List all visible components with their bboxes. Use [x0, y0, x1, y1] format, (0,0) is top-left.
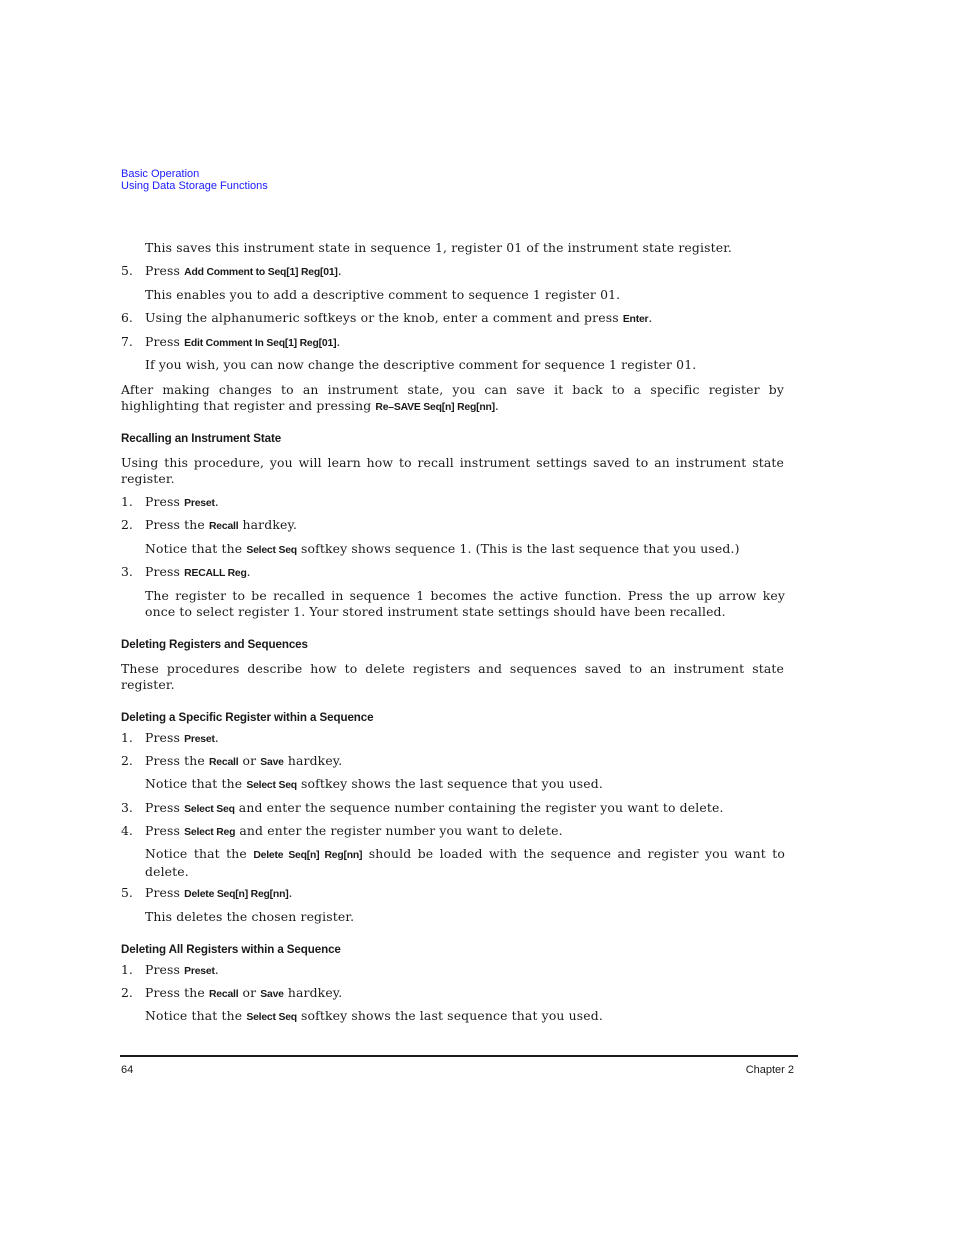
key-label: Save [260, 757, 284, 768]
step-text: Press Delete Seq[n] Reg[nn]. [145, 885, 293, 900]
softkey-label: Edit Comment In Seq[1] Reg[01] [184, 338, 337, 349]
note-text: Notice that the Select Seq softkey shows the last sequence that you used. [145, 1008, 603, 1023]
key-label: Save [260, 989, 284, 1000]
step-number: 5. [121, 885, 133, 900]
step-text: Using the alphanumeric softkeys or the knob, enter a comment and press Enter. [145, 310, 653, 325]
step-text: Press the Recall hardkey. [145, 517, 298, 532]
step-text: Press Preset. [145, 730, 219, 745]
softkey-label: Select Seq [246, 780, 297, 791]
step-text: Press Select Reg and enter the register number you want to delete. [145, 823, 563, 838]
running-header-section: Basic Operation [121, 168, 200, 180]
step-number: 1. [121, 730, 133, 745]
page-number: 64 [121, 1064, 134, 1076]
step-number: 7. [121, 334, 133, 349]
note-text: Notice that the Select Seq softkey shows sequence 1. (This is the last sequence that you used.) [145, 541, 740, 556]
step-number: 1. [121, 494, 133, 509]
key-label: Enter [622, 314, 649, 325]
step-text: Press Preset. [145, 962, 219, 977]
paragraph: This enables you to add a descriptive comment to sequence 1 register 01. [145, 287, 621, 302]
softkey-label: Select Seq [246, 1012, 297, 1023]
note-text: This deletes the chosen register. [145, 909, 355, 924]
key-label: Recall [208, 989, 239, 1000]
softkey-label: Add Comment to Seq[1] Reg[01] [184, 267, 338, 278]
paragraph: If you wish, you can now change the descriptive comment for sequence 1 register 01. [145, 357, 697, 372]
softkey-label: Delete Seq[n] Reg[nn] [184, 889, 289, 900]
softkey-label: Select Seq [184, 804, 235, 815]
subsection-heading: Deleting All Registers within a Sequence [121, 943, 341, 956]
running-header-subsection: Using Data Storage Functions [121, 180, 268, 192]
step-text: Press Preset. [145, 494, 219, 509]
note-text: Notice that the Delete Seq[n] Reg[nn] should be loaded with the sequence and register you want to delete. [145, 846, 785, 879]
paragraph: Using this procedure, you will learn how to recall instrument settings saved to an instrument state register. [121, 455, 784, 486]
softkey-label: RECALL Reg [184, 568, 247, 579]
step-number: 3. [121, 564, 133, 579]
subsection-heading: Deleting a Specific Register within a Sequence [121, 711, 374, 724]
key-label: Preset [184, 734, 215, 745]
section-heading: Deleting Registers and Sequences [121, 638, 308, 651]
step-text: Press the Recall or Save hardkey. [145, 985, 343, 1000]
softkey-label: Re–SAVE Seq[n] Reg[nn] [375, 401, 495, 413]
step-number: 6. [121, 310, 133, 325]
note-text: The register to be recalled in sequence 1 becomes the active function. Press the up arrow key once to select register 1. Your stored instrument state settings should have been recalled. [145, 588, 785, 619]
chapter-label: Chapter 2 [745, 1064, 794, 1076]
key-label: Preset [184, 966, 215, 977]
step-number: 2. [121, 517, 133, 532]
softkey-label: Delete Seq[n] Reg[nn] [253, 850, 363, 861]
step-text: Press Select Seq and enter the sequence number containing the register you want to delete. [145, 800, 724, 815]
key-label: Preset [184, 498, 215, 509]
softkey-label: Select Seq [246, 545, 297, 556]
step-number: 4. [121, 823, 133, 838]
key-label: Recall [208, 757, 239, 768]
paragraph: These procedures describe how to delete registers and sequences saved to an instrument state register. [121, 661, 784, 692]
step-number: 3. [121, 800, 133, 815]
paragraph: After making changes to an instrument state, you can save it back to a specific register by highlighting that register and pressing Re–SAVE Seq[n] Reg[nn]. [121, 382, 784, 413]
step-number: 5. [121, 263, 133, 278]
step-number: 2. [121, 753, 133, 768]
step-text: Press Edit Comment In Seq[1] Reg[01]. [145, 334, 341, 349]
softkey-label: Select Reg [184, 827, 236, 838]
section-heading: Recalling an Instrument State [121, 432, 282, 445]
step-text: Press the Recall or Save hardkey. [145, 753, 343, 768]
step-number: 2. [121, 985, 133, 1000]
step-number: 1. [121, 962, 133, 977]
step-text: Press Add Comment to Seq[1] Reg[01]. [145, 263, 342, 278]
note-text: Notice that the Select Seq softkey shows the last sequence that you used. [145, 776, 603, 791]
footer-rule [120, 1055, 798, 1057]
paragraph: This saves this instrument state in sequence 1, register 01 of the instrument state register. [145, 240, 733, 255]
step-text: Press RECALL Reg. [145, 564, 251, 579]
key-label: Recall [208, 521, 239, 532]
